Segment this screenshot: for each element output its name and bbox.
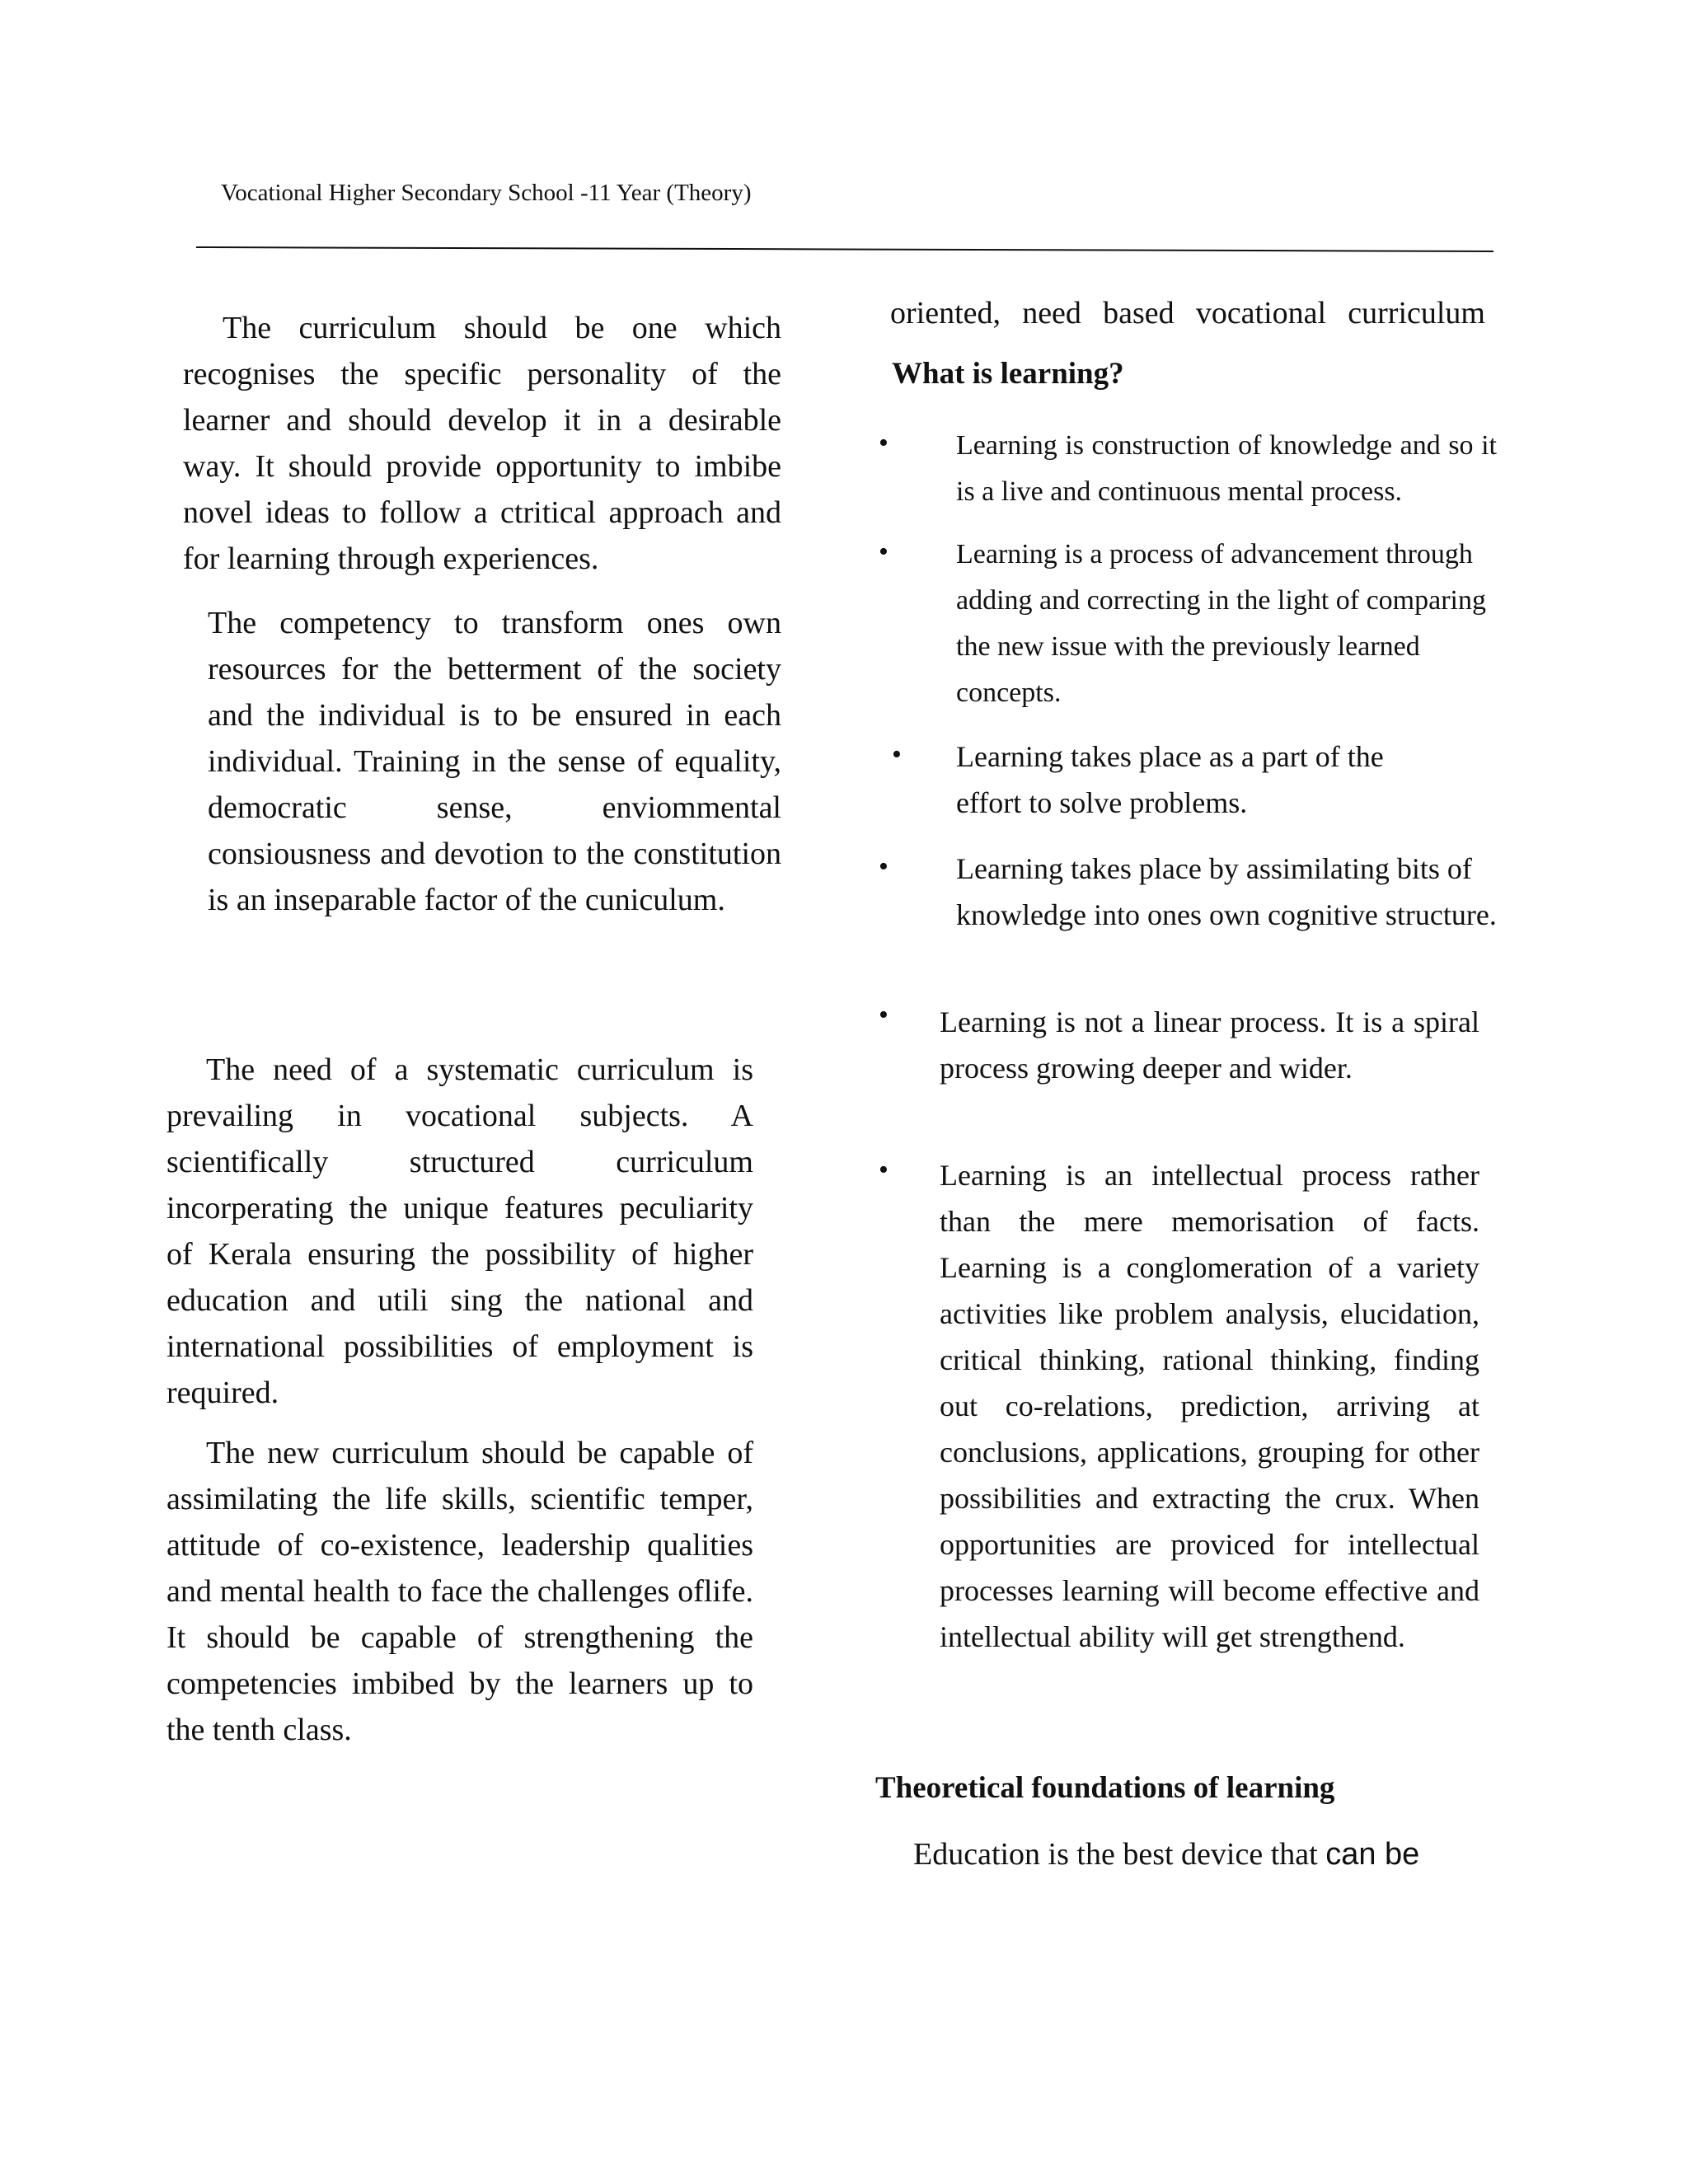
last-line	[913, 1836, 1419, 1872]
bullet-marker: •	[879, 851, 889, 882]
heading-what-is-learning: What is learning?	[892, 357, 1124, 391]
last-line-serif-text: Education is the best device that	[913, 1837, 1318, 1872]
bullet-item: Learning takes place by assimilating bits of knowledge into ones own cognitive structure.	[956, 852, 1497, 931]
paragraph-competency: The competency to transform ones own resources for the betterment of the society and the individual is to be ensured in each individual. Training in the sense of equality, democratic sense, enviommental consiousness and devotion to the constitution is an inseparable factor of the cuniculum.	[208, 606, 781, 917]
paragraph-new-curriculum: The new curriculum should be capable of assimilating the life skills, scientific temper, attitude of co-existence, leadership qualities and mental health to face the challenges oflife. It should be capable of strengthening the competencies imbibed by the learners up to the tenth class.	[166, 1436, 753, 1747]
bullet-marker: •	[892, 739, 902, 770]
bullet-item: Learning is an intellectual process rather than the mere memorisation of facts. Learning is a conglomeration of a variety activities like problem analysis, elucidation, critical thinking, rational thinking, finding out co-relations, prediction, arriving at conclusions, applications, grouping for other possibilities and extracting the crux. When opportunities are proviced for intellectual processes learning will become effective and intellectual ability will get strengthend.	[940, 1159, 1479, 1653]
paragraph-systematic-curriculum: The need of a systematic curriculum is prevailing in vocational subjects. A scientifically structured curriculum incorperating the unique features peculiarity of Kerala ensuring the possibility of higher education and utili sing the national and international possibilities of employment is required.	[166, 1052, 753, 1410]
bullet-marker: •	[879, 428, 889, 458]
continuation-line: oriented, need based vocational curriculum	[890, 296, 1485, 330]
bullet-item: Learning is a process of advancement through adding and correcting in the light of comparing the new issue with the previously learned concepts.	[956, 539, 1486, 708]
last-line-sans-text: can be	[1325, 1837, 1420, 1872]
bullet-item: Learning is construction of knowledge and so it is a live and continuous mental process.	[956, 430, 1497, 507]
bullet-item: Learning takes place as a part of the effort to solve problems.	[956, 740, 1384, 819]
bullet-marker: •	[879, 537, 889, 567]
bullet-marker: •	[879, 1155, 889, 1185]
heading-theoretical-foundations: Theoretical foundations of learning	[875, 1771, 1335, 1805]
paragraph-curriculum-personality: The curriculum should be one which recognises the specific personality of the learner and should develop it in a desirable way. It should provide opportunity to imbibe novel ideas to follow a ctritical approach and for learning through experiences.	[183, 311, 781, 576]
bullet-marker: •	[879, 1000, 889, 1030]
header-divider	[196, 246, 1493, 252]
page-header: Vocational Higher Secondary School -11 Year (Theory)	[221, 180, 752, 206]
bullet-item: Learning is not a linear process. It is a spiral process growing deeper and wider.	[940, 1005, 1479, 1085]
